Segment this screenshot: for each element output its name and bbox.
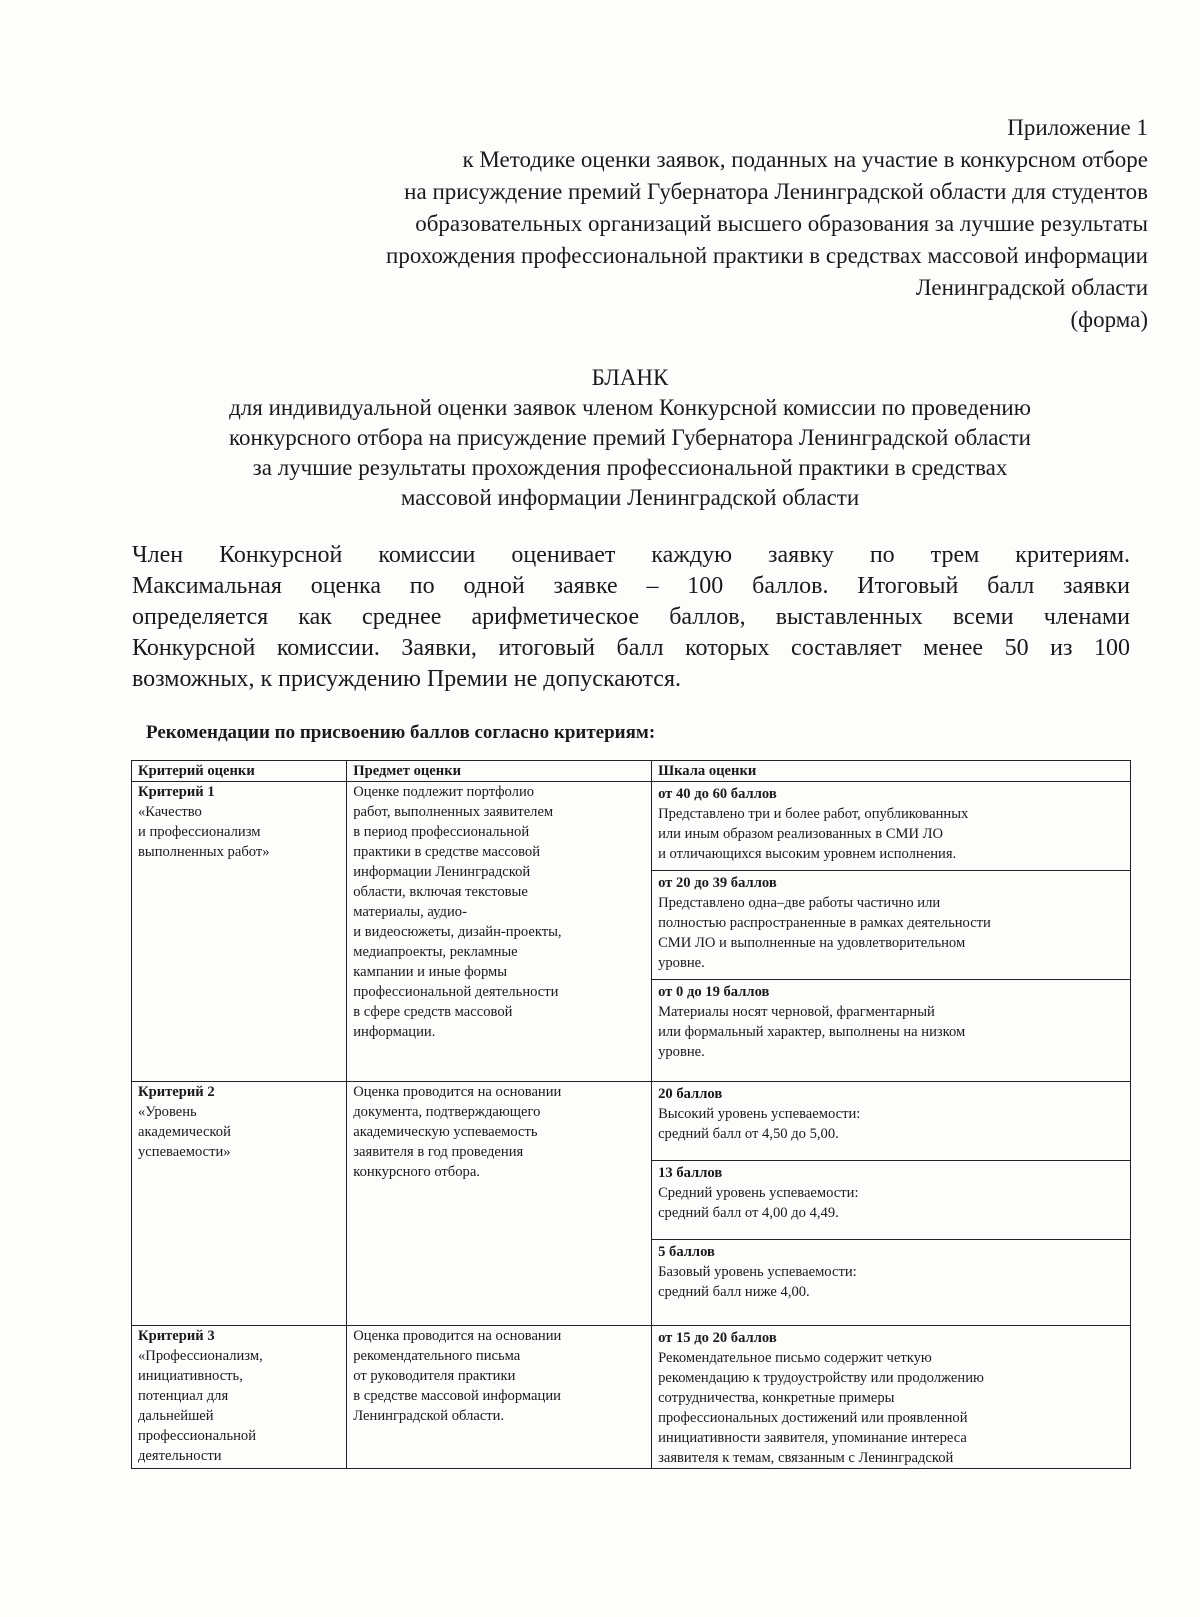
appendix-header: [168, 112, 1148, 336]
subject-cell: [347, 1082, 652, 1326]
scale-label: от 15 до 20 баллов: [658, 1330, 777, 1346]
scale-text: Рекомендательное письмо содержит четкую рекомендацию к трудоустройству или продолжению сотрудничества, конкретные примеры профессиональных достижений или проявленной инициативности заявителя, упоминание интереса заявителя к темам, связанным с Ленинградской: [658, 1350, 984, 1466]
criterion-description: «Качество и профессионализм выполненных работ»: [138, 804, 270, 860]
appendix-line: (форма): [1070, 307, 1148, 332]
scale-text: Высокий уровень успеваемости: средний балл от 4,50 до 5,00.: [658, 1106, 861, 1142]
appendix-line: на присуждение премий Губернатора Ленинградской области для студентов: [404, 179, 1148, 204]
scale-label: от 0 до 19 баллов: [658, 984, 770, 1000]
scale-text: Средний уровень успеваемости: средний балл от 4,00 до 4,49.: [658, 1185, 859, 1221]
subject-text: Оценка проводится на основании документа, подтверждающего академическую успеваемость заявителя в год проведения конкурсного отбора.: [353, 1084, 562, 1180]
scale-label: 20 баллов: [658, 1086, 723, 1102]
intro-line: Максимальная оценка по одной заявке – 100 баллов. Итоговый балл заявки: [132, 573, 1130, 599]
scale-block: [658, 1326, 1124, 1468]
criterion-name: Критерий 3: [138, 1328, 215, 1344]
scale-label: от 40 до 60 баллов: [658, 786, 777, 802]
scale-cell: [652, 1326, 1131, 1469]
form-title-block: [130, 363, 1130, 513]
subject-text: Оценке подлежит портфолио работ, выполненных заявителем в период профессиональной практики в средстве массовой информации Ленинградской области, включая текстовые материалы, аудио- и видеосюжеты, дизайн-проекты, медиапроекты, рекламные кампании и иные формы профессиональной деятельности в сфере средств массовой информации.: [353, 784, 562, 1040]
subject-cell: [347, 1326, 652, 1469]
criterion-cell: [132, 1082, 347, 1326]
table-header-row: [132, 761, 1131, 782]
scale-label: 13 баллов: [658, 1165, 723, 1181]
scale-label: от 20 до 39 баллов: [658, 875, 777, 891]
scale-text: Представлено три и более работ, опубликованных или иным образом реализованных в СМИ ЛО и отличающихся высоким уровнем исполнения.: [658, 806, 969, 862]
appendix-line: прохождения профессиональной практики в средствах массовой информации: [386, 243, 1148, 268]
scale-text: Материалы носят черновой, фрагментарный или формальный характер, выполнены на низком уровне.: [658, 1004, 966, 1060]
header-subject: Предмет оценки: [347, 761, 652, 782]
appendix-line: Ленинградской области: [915, 275, 1148, 300]
intro-paragraph: [132, 540, 1130, 695]
scale-label: 5 баллов: [658, 1244, 715, 1260]
criterion-description: «Профессионализм, инициативность, потенциал для дальнейшей профессиональной деятельности: [138, 1348, 263, 1464]
form-subtitle-line: конкурсного отбора на присуждение премий Губернатора Ленинградской области: [229, 425, 1031, 450]
intro-line: возможных, к присуждению Премии не допускаются.: [132, 666, 681, 692]
intro-line: Конкурсной комиссии. Заявки, итоговый балл которых составляет менее 50 из 100: [132, 635, 1130, 661]
header-criterion: Критерий оценки: [132, 761, 347, 782]
table-row: [132, 782, 1131, 1082]
scale-block: [652, 979, 1130, 1068]
criteria-table: [131, 760, 1131, 1469]
intro-line: Член Конкурсной комиссии оценивает каждую заявку по трем критериям.: [132, 542, 1130, 568]
criterion-description: «Уровень академической успеваемости»: [138, 1104, 231, 1160]
scale-block: [652, 1239, 1130, 1318]
form-title: БЛАНК: [591, 365, 669, 390]
criterion-name: Критерий 2: [138, 1084, 215, 1100]
intro-line: определяется как среднее арифметическое баллов, выставленных всеми членами: [132, 604, 1130, 630]
form-subtitle-line: массовой информации Ленинградской области: [400, 485, 860, 510]
subject-text: Оценка проводится на основании рекомендательного письма от руководителя практики в средстве массовой информации Ленинградской области.: [353, 1328, 562, 1424]
scale-block: [658, 782, 1124, 870]
appendix-line: Приложение 1: [1007, 115, 1148, 140]
scale-cell: [652, 782, 1131, 1082]
scale-cell: [652, 1082, 1131, 1326]
scale-text: Представлено одна–две работы частично или полностью распространенные в рамках деятельности СМИ ЛО и выполненные на удовлетворительном уровне.: [658, 895, 991, 971]
appendix-line: образовательных организаций высшего образования за лучшие результаты: [415, 211, 1148, 236]
criterion-name: Критерий 1: [138, 784, 215, 800]
criterion-cell: [132, 1326, 347, 1469]
criterion-cell: [132, 782, 347, 1082]
recommendations-heading: Рекомендации по присвоению баллов согласно критериям:: [146, 722, 656, 743]
scale-block: [652, 1160, 1130, 1239]
form-subtitle-line: для индивидуальной оценки заявок членом Конкурсной комиссии по проведению: [229, 395, 1031, 420]
form-subtitle-line: за лучшие результаты прохождения профессиональной практики в средствах: [252, 455, 1008, 480]
subject-cell: [347, 782, 652, 1082]
header-scale: Шкала оценки: [652, 761, 1131, 782]
table-row: [132, 1082, 1131, 1326]
table-row: [132, 1326, 1131, 1469]
scale-block: [658, 1082, 1124, 1160]
appendix-line: к Методике оценки заявок, поданных на участие в конкурсном отборе: [462, 147, 1148, 172]
scale-text: Базовый уровень успеваемости: средний балл ниже 4,00.: [658, 1264, 857, 1300]
scale-block: [652, 870, 1130, 979]
